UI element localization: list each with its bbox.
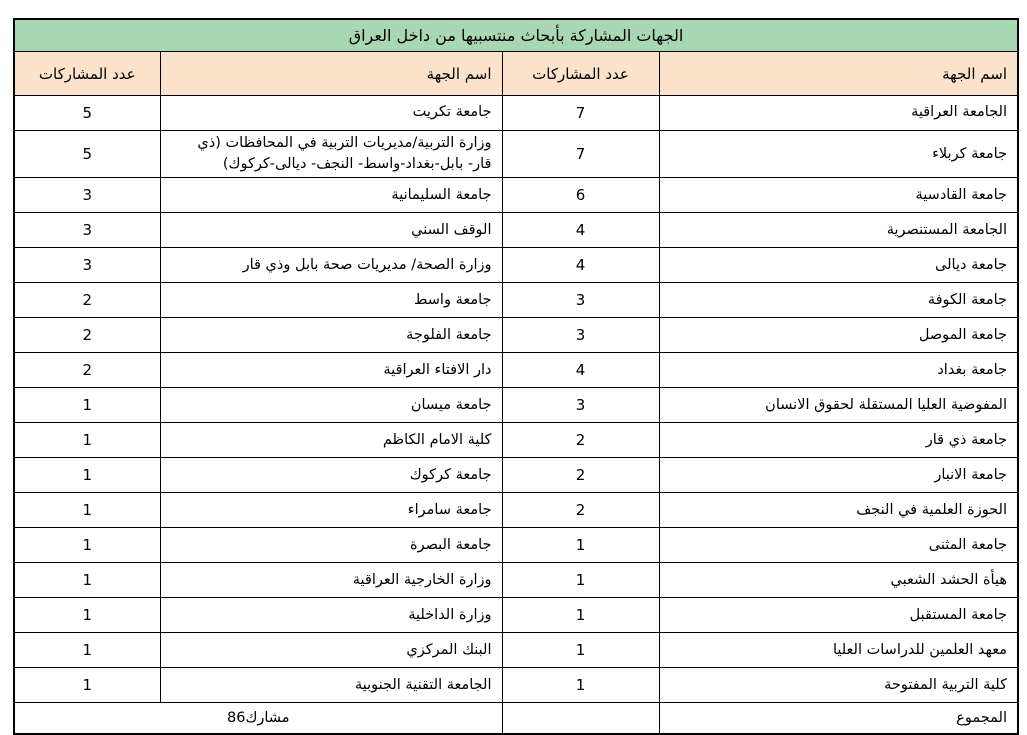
participant-count-left: 1 [14, 388, 160, 423]
table-header-row [14, 52, 1018, 96]
org-name-left: جامعة السليمانية [160, 178, 502, 213]
footer-empty-cell [502, 703, 659, 735]
org-name-right: الجامعة العراقية [659, 96, 1018, 131]
org-name-left: جامعة سامراء [160, 493, 502, 528]
participant-count-right: 3 [502, 318, 659, 353]
org-name-left: جامعة تكريت [160, 96, 502, 131]
table-row [14, 528, 1018, 563]
org-name-right: جامعة الكوفة [659, 283, 1018, 318]
participant-count-left: 1 [14, 458, 160, 493]
org-name-left: الوقف السني [160, 213, 502, 248]
org-name-right: جامعة بغداد [659, 353, 1018, 388]
table-row [14, 458, 1018, 493]
table-body [14, 96, 1018, 703]
participant-count-left: 5 [14, 131, 160, 178]
participant-count-left: 3 [14, 248, 160, 283]
org-name-right: الجامعة المستنصرية [659, 213, 1018, 248]
participant-count-right: 4 [502, 353, 659, 388]
header-org-name-left: اسم الجهة [160, 52, 502, 96]
participant-count-right: 6 [502, 178, 659, 213]
participant-count-left: 1 [14, 423, 160, 458]
org-name-left: دار الافتاء العراقية [160, 353, 502, 388]
org-name-right: كلية التربية المفتوحة [659, 668, 1018, 703]
org-name-right: المفوضية العليا المستقلة لحقوق الانسان [659, 388, 1018, 423]
participant-count-left: 2 [14, 318, 160, 353]
org-name-right: جامعة المستقبل [659, 598, 1018, 633]
table-row [14, 353, 1018, 388]
participant-count-right: 1 [502, 528, 659, 563]
table-row [14, 563, 1018, 598]
participant-count-right: 1 [502, 563, 659, 598]
org-name-left: الجامعة التقنية الجنوبية [160, 668, 502, 703]
org-name-right: معهد العلمين للدراسات العليا [659, 633, 1018, 668]
participant-count-left: 3 [14, 178, 160, 213]
org-name-right: جامعة ديالى [659, 248, 1018, 283]
participants-table [13, 18, 1019, 735]
participant-count-right: 2 [502, 493, 659, 528]
participant-count-left: 3 [14, 213, 160, 248]
org-name-left: جامعة واسط [160, 283, 502, 318]
org-name-right: الحوزة العلمية في النجف [659, 493, 1018, 528]
table-row [14, 493, 1018, 528]
table-footer-row [14, 703, 1018, 735]
table-title-row [14, 19, 1018, 52]
table-row [14, 633, 1018, 668]
org-name-right: جامعة المثنى [659, 528, 1018, 563]
participant-count-right: 4 [502, 213, 659, 248]
org-name-left: وزارة الخارجية العراقية [160, 563, 502, 598]
participant-count-left: 1 [14, 493, 160, 528]
participant-count-left: 1 [14, 633, 160, 668]
table-row [14, 388, 1018, 423]
org-name-left: جامعة البصرة [160, 528, 502, 563]
footer-total-value: مشارك86 [14, 703, 502, 735]
table-title: الجهات المشاركة بأبحاث منتسبيها من داخل العراق [14, 19, 1018, 52]
participants-table-wrapper [13, 18, 1017, 735]
org-name-right: جامعة كربلاء [659, 131, 1018, 178]
participant-count-left: 5 [14, 96, 160, 131]
participant-count-left: 1 [14, 563, 160, 598]
participant-count-right: 3 [502, 388, 659, 423]
org-name-left: البنك المركزي [160, 633, 502, 668]
org-name-left: وزارة الصحة/ مديريات صحة بابل وذي قار [160, 248, 502, 283]
table-row [14, 318, 1018, 353]
participant-count-left: 1 [14, 668, 160, 703]
org-name-left: وزارة الداخلية [160, 598, 502, 633]
table-row [14, 423, 1018, 458]
participant-count-left: 2 [14, 353, 160, 388]
participant-count-right: 1 [502, 668, 659, 703]
table-row [14, 668, 1018, 703]
org-name-left: جامعة كركوك [160, 458, 502, 493]
header-count-right: عدد المشاركات [502, 52, 659, 96]
org-name-right: جامعة ذي قار [659, 423, 1018, 458]
org-name-right: جامعة الموصل [659, 318, 1018, 353]
participant-count-right: 1 [502, 598, 659, 633]
participant-count-right: 1 [502, 633, 659, 668]
footer-total-label: المجموع [659, 703, 1018, 735]
participant-count-right: 2 [502, 423, 659, 458]
org-name-left: جامعة ميسان [160, 388, 502, 423]
table-row [14, 248, 1018, 283]
participant-count-left: 2 [14, 283, 160, 318]
org-name-left: جامعة الفلوجة [160, 318, 502, 353]
header-count-left: عدد المشاركات [14, 52, 160, 96]
org-name-left: وزارة التربية/مديريات التربية في المحافظات (ذي قار- بابل-بغداد-واسط- النجف- ديالى-كركوك) [160, 131, 502, 178]
participant-count-right: 4 [502, 248, 659, 283]
table-row [14, 283, 1018, 318]
participant-count-right: 7 [502, 96, 659, 131]
participant-count-right: 7 [502, 131, 659, 178]
table-row [14, 598, 1018, 633]
table-row [14, 213, 1018, 248]
participant-count-right: 3 [502, 283, 659, 318]
org-name-right: جامعة القادسية [659, 178, 1018, 213]
participant-count-left: 1 [14, 528, 160, 563]
participant-count-right: 2 [502, 458, 659, 493]
org-name-left: كلية الامام الكاظم [160, 423, 502, 458]
header-org-name-right: اسم الجهة [659, 52, 1018, 96]
participant-count-left: 1 [14, 598, 160, 633]
org-name-right: جامعة الانبار [659, 458, 1018, 493]
table-row [14, 96, 1018, 131]
org-name-right: هيأة الحشد الشعبي [659, 563, 1018, 598]
table-row [14, 131, 1018, 178]
table-row [14, 178, 1018, 213]
